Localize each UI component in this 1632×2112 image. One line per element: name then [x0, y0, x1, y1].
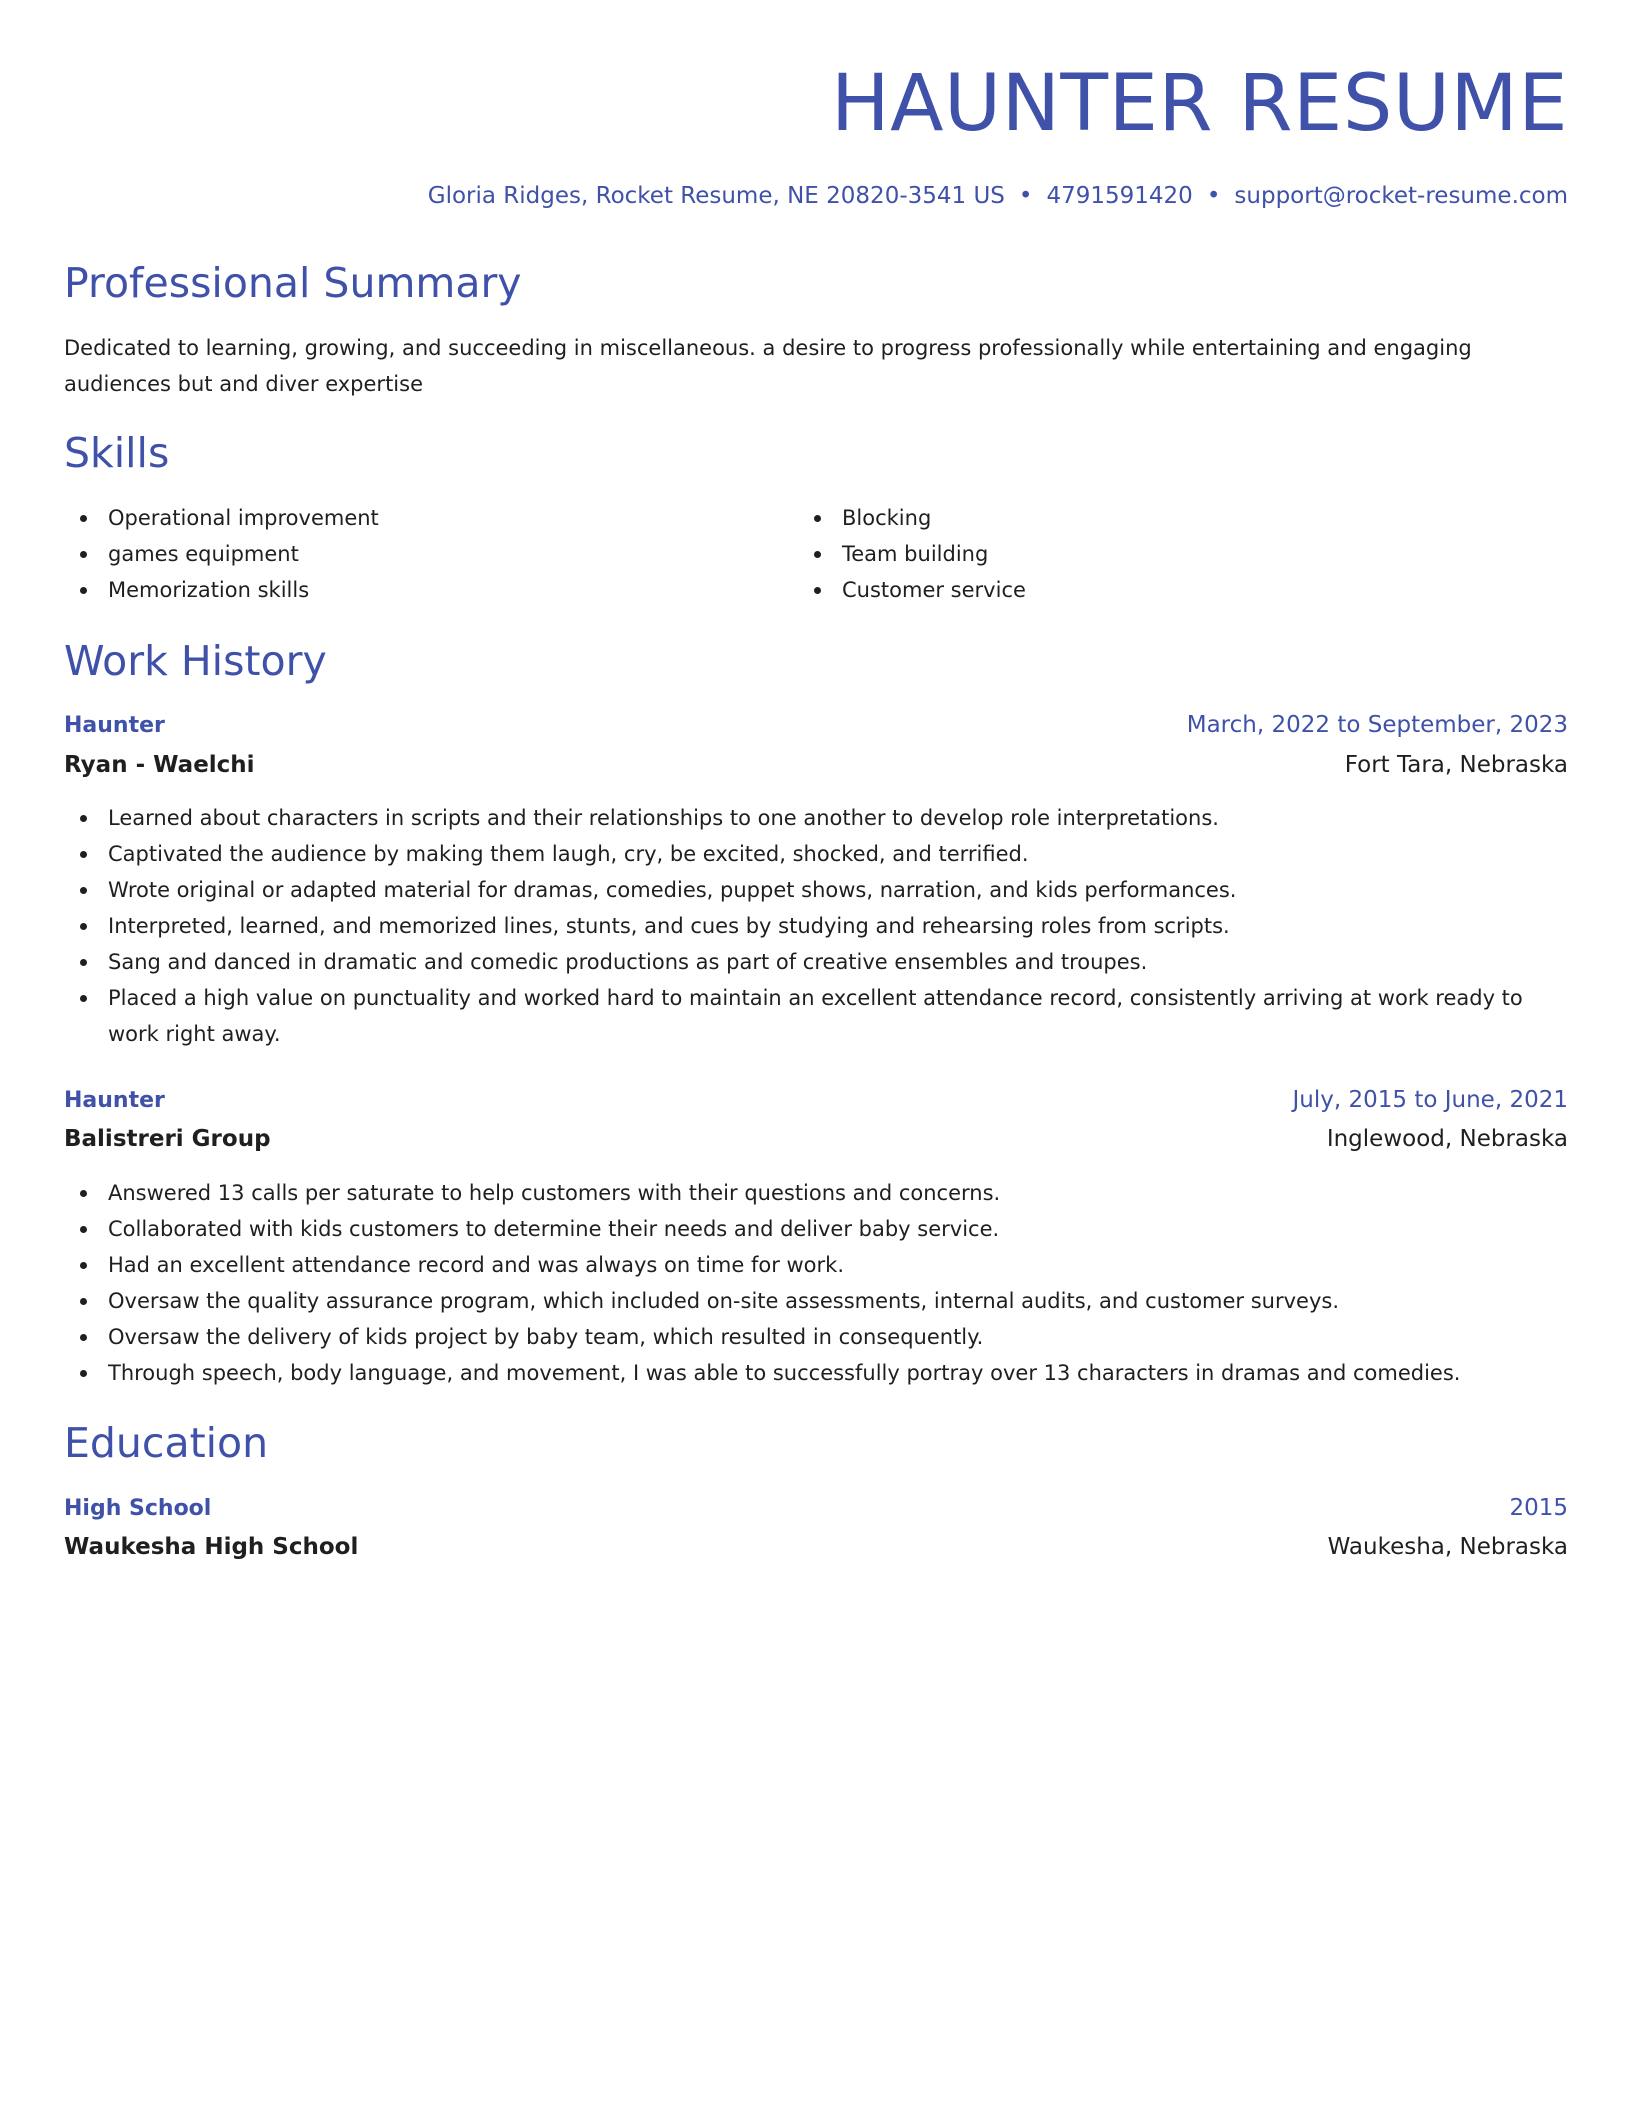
job-duty: Answered 13 calls per saturate to help customers with their questions and concerns. [64, 1175, 1554, 1211]
job-company: Balistreri Group [64, 1126, 271, 1152]
contact-separator: • [1018, 183, 1033, 209]
job-company: Ryan - Waelchi [64, 752, 255, 778]
contact-email: support@rocket-resume.com [1234, 183, 1568, 209]
education-school: Waukesha High School [64, 1534, 359, 1560]
job-header [64, 1085, 1568, 1116]
contact-separator: • [1206, 183, 1221, 209]
job-duties-list [64, 1175, 1554, 1391]
job-duty: Oversaw the delivery of kids project by baby team, which resulted in consequently. [64, 1319, 1554, 1355]
job-header [64, 710, 1568, 741]
education-year: 2015 [1509, 1495, 1568, 1521]
skill-item: Operational improvement [64, 500, 764, 536]
job-duty: Captivated the audience by making them laugh, cry, be excited, shocked, and terrified. [64, 836, 1554, 872]
skill-item: Memorization skills [64, 572, 764, 608]
job-duty: Oversaw the quality assurance program, which included on-site assessments, internal audits, and customer surveys. [64, 1283, 1554, 1319]
job-location: Fort Tara, Nebraska [1344, 752, 1568, 778]
job-duty: Sang and danced in dramatic and comedic productions as part of creative ensembles and troupes. [64, 944, 1554, 980]
job-dates: March, 2022 to September, 2023 [1186, 712, 1568, 738]
job-duty: Had an excellent attendance record and was always on time for work. [64, 1247, 1554, 1283]
education-header [64, 1493, 1568, 1524]
contact-line [428, 181, 1568, 211]
education-degree: High School [64, 1496, 212, 1521]
education-heading: Education [64, 1419, 269, 1467]
summary-heading: Professional Summary [64, 259, 522, 307]
skills-list-right [798, 500, 1498, 608]
job-duty: Placed a high value on punctuality and worked hard to maintain an excellent attendance record, consistently arriving at work ready to work right away. [64, 980, 1554, 1052]
skill-item: Customer service [798, 572, 1498, 608]
job-duty: Collaborated with kids customers to determine their needs and deliver baby service. [64, 1211, 1554, 1247]
job-employer-row [64, 750, 1568, 780]
job-duties-list [64, 800, 1554, 1052]
contact-address: Gloria Ridges, Rocket Resume, NE 20820-3541 US [427, 183, 1005, 209]
resume-name: HAUNTER RESUME [830, 59, 1568, 149]
job-employer-row [64, 1124, 1568, 1154]
skill-item: Blocking [798, 500, 1498, 536]
job-duty: Interpreted, learned, and memorized lines, stunts, and cues by studying and rehearsing roles from scripts. [64, 908, 1554, 944]
contact-phone: 4791591420 [1046, 183, 1193, 209]
job-duty: Wrote original or adapted material for dramas, comedies, puppet shows, narration, and kids performances. [64, 872, 1554, 908]
skills-heading: Skills [64, 429, 170, 477]
education-school-row [64, 1532, 1568, 1562]
skill-item: Team building [798, 536, 1498, 572]
education-location: Waukesha, Nebraska [1327, 1534, 1568, 1560]
job-location: Inglewood, Nebraska [1326, 1126, 1568, 1152]
job-title: Haunter [64, 1088, 165, 1113]
skill-item: games equipment [64, 536, 764, 572]
summary-text: Dedicated to learning, growing, and succeeding in miscellaneous. a desire to progress professionally while entertaining and engaging audiences but and diver expertise [64, 336, 1472, 396]
job-dates: July, 2015 to June, 2021 [1292, 1087, 1568, 1113]
work-history-heading: Work History [64, 637, 327, 685]
job-duty: Through speech, body language, and movement, I was able to successfully portray over 13 characters in dramas and comedies. [64, 1355, 1554, 1391]
skills-list-left [64, 500, 764, 608]
job-duty: Learned about characters in scripts and their relationships to one another to develop role interpretations. [64, 800, 1554, 836]
job-title: Haunter [64, 713, 165, 738]
